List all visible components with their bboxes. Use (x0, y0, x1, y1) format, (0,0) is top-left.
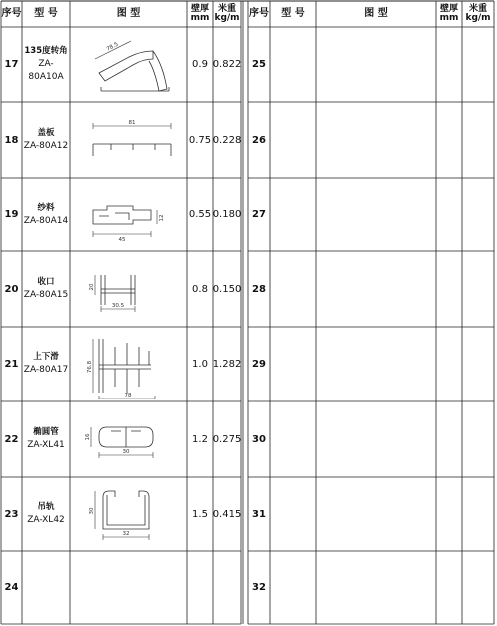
row-weight: 0.180 (212, 209, 242, 220)
row-weight: 0.228 (212, 134, 242, 146)
model-code: ZA-80A14 (23, 215, 69, 226)
row-thickness: 0.8 (192, 283, 208, 295)
profile-outline (99, 51, 153, 81)
row-model (22, 401, 70, 477)
row-thickness: 0.55 (188, 209, 212, 220)
dimension-label: 30 (89, 507, 95, 515)
dimension-label: 76.8 (87, 360, 93, 374)
model-name: 上下滑 (33, 352, 59, 362)
profile-outline (101, 275, 135, 305)
profile-drawing (71, 253, 186, 325)
row-model (22, 327, 70, 401)
row-thickness: 0.75 (188, 134, 212, 146)
model-code: ZA-80A12 (23, 141, 69, 151)
header-thickness-top: 壁厚 (190, 4, 209, 14)
dimension-label: 78.5 (105, 41, 120, 53)
profile-outline (111, 427, 141, 447)
header-seq: 序号 (249, 8, 269, 19)
dimension-label: 30 (122, 449, 130, 455)
row-weight: 0.415 (212, 508, 242, 520)
row-number: 27 (252, 209, 266, 220)
header-thickness-bottom: mm (439, 13, 459, 23)
row-number: 29 (252, 358, 266, 370)
row-number: 26 (252, 134, 266, 146)
header-thickness-top: 壁厚 (439, 4, 458, 14)
row-thickness: 1.5 (192, 508, 208, 520)
profile-drawing (71, 329, 186, 399)
row-number: 31 (252, 508, 266, 520)
header-weight (462, 1, 494, 27)
profile-outline (115, 369, 139, 393)
row-number: 28 (252, 283, 266, 295)
dimension-label: 45 (118, 237, 126, 243)
header-weight-top: 米重 (468, 4, 487, 14)
header-weight-bottom: kg/m (214, 13, 240, 23)
header-diagram: 图 型 (116, 8, 141, 19)
row-number: 18 (4, 134, 19, 146)
profile-outline (115, 343, 149, 365)
header-model: 型 号 (281, 8, 305, 19)
profile-outline (99, 339, 151, 393)
row-model (22, 551, 70, 624)
row-number: 22 (4, 433, 19, 445)
header-thickness-bottom: mm (190, 13, 210, 23)
header-thickness (187, 1, 213, 27)
model-name: 135度转角 (24, 46, 68, 56)
dimension-label: 16 (85, 433, 91, 441)
profile-outline (149, 51, 167, 91)
profile-outline (103, 491, 149, 529)
dimension-label: 81 (128, 120, 136, 126)
row-thickness: 1.0 (192, 358, 208, 370)
dimension-label: 30.5 (111, 303, 125, 309)
dimension-label: 12 (159, 214, 165, 222)
header-weight (213, 1, 241, 27)
row-weight (213, 551, 241, 624)
header-diagram: 图 型 (364, 8, 388, 19)
model-name: 椭圆管 (33, 427, 59, 437)
profile-drawing (71, 29, 186, 100)
dimension-label: 20 (89, 283, 95, 291)
row-model (22, 102, 70, 178)
row-thickness: 1.2 (192, 433, 208, 445)
row-model (22, 477, 70, 551)
row-number: 19 (4, 209, 19, 220)
profile-drawing (71, 403, 186, 475)
profile-drawing (71, 104, 186, 176)
dimension-label: 78 (124, 393, 132, 399)
model-code: ZA-80A15 (23, 290, 69, 300)
row-number: 21 (4, 358, 19, 370)
header-thickness (436, 1, 462, 27)
model-code: ZA-80A17 (23, 365, 69, 375)
row-number: 20 (4, 283, 19, 295)
row-number: 25 (252, 59, 266, 70)
row-number: 30 (252, 433, 266, 445)
profile-drawing (71, 479, 186, 549)
model-code: ZA-XL41 (27, 440, 65, 450)
row-number: 24 (4, 582, 19, 593)
model-name: 盖板 (37, 128, 55, 138)
row-number: 32 (252, 582, 266, 593)
header-weight-bottom: kg/m (465, 13, 491, 23)
row-thickness (187, 551, 213, 624)
profile-drawing (71, 180, 186, 249)
dimension-label: 32 (122, 531, 130, 537)
row-weight: 1.282 (212, 358, 242, 370)
model-code: ZA-80A10A (28, 59, 64, 82)
row-weight: 0.275 (212, 433, 242, 445)
model-name: 纱料 (37, 202, 55, 213)
row-model (22, 251, 70, 327)
model-name: 收口 (37, 277, 55, 287)
row-weight: 0.150 (212, 283, 242, 295)
profile-outline (99, 213, 129, 220)
profile-outline (93, 144, 171, 156)
row-number: 23 (4, 508, 19, 520)
model-code: ZA-XL42 (27, 515, 65, 525)
row-model (22, 27, 70, 102)
row-number: 17 (4, 59, 19, 70)
header-weight-top: 米重 (217, 4, 236, 14)
row-model (22, 178, 70, 251)
model-name: 吊轨 (37, 502, 55, 512)
profile-outline (93, 206, 151, 224)
header-seq: 序号 (1, 8, 22, 19)
row-weight: 0.822 (212, 59, 242, 70)
row-thickness: 0.9 (192, 59, 208, 70)
header-model: 型 号 (34, 8, 58, 19)
